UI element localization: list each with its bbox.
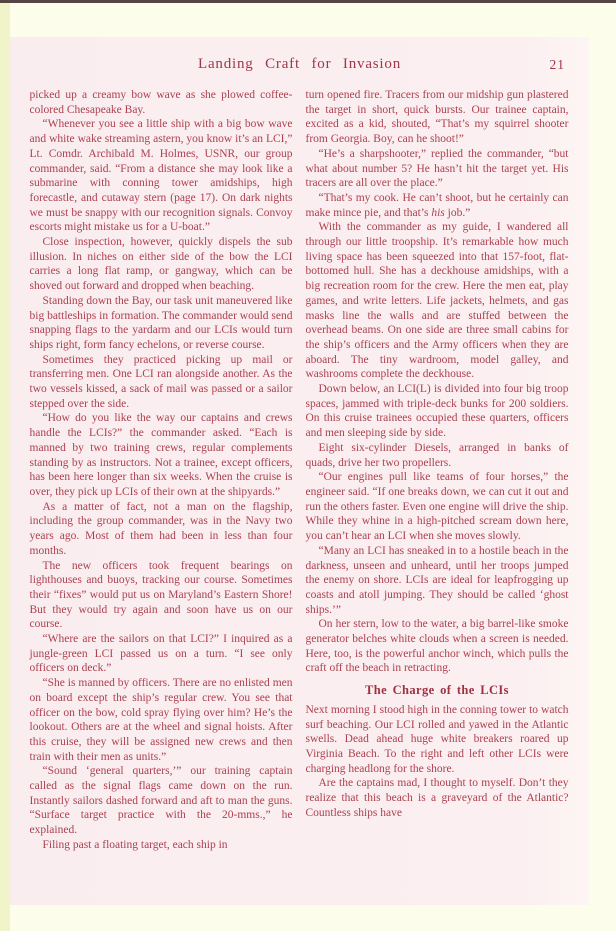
text-columns	[30, 88, 570, 853]
paragraph: “Where are the sailors on that LCI?” I inquired as a jungle-green LCI passed us on a turn. “I see only officers on deck.”	[29, 633, 293, 675]
paragraph: turn opened fire. Tracers from our midship gun plastered the target in short, quick bursts. Our trainee captain, excited as a kid, shouted, “That’s my squirrel shooter from Georgia. Boy, can he shoot!”	[305, 89, 569, 146]
paragraph: “He’s a sharpshooter,” replied the commander, “but what about number 5? He hasn’t hit the target yet. His tracers are all over the place.”	[305, 147, 569, 190]
paragraph	[306, 191, 569, 220]
paragraph: Close inspection, however, quickly dispels the sub illusion. In niches on either side of the bow the LCI carries a long flat ramp, or gangway, which can be shoved out forward and dropped when beaching.	[29, 236, 293, 293]
left-text-column	[30, 88, 293, 853]
magazine-page	[10, 37, 589, 905]
paragraph: “How do you like the way our captains and crews handle the LCIs?” the commander asked. “Each is manned by two training crews, regular complements standing by as instructors. Not a trainee, except officers, has been here longer than six weeks. When the cruise is over, they pick up LCIs of their own at the shipyards.”	[29, 412, 293, 498]
paragraph: With the commander as my guide, I wandered all through our little troopship. It’s remarkable how much living space has been squeezed into that 157-foot, flat-bottomed hull. She has a deckhouse amidships, with a big recreation room for the crew. Here the men eat, play games, and write letters. Life jackets, helmets, and gas masks line the walls and are stuffed between the overhead beams. On one side are three small cabins for the ship’s officers and the Army officers when they are aboard. The tiny wardroom, model galley, and washrooms complete the deckhouse.	[305, 221, 569, 381]
paragraph: Down below, an LCI(L) is divided into four big troop spaces, jammed with triple-deck bunks for 200 soldiers. On this cruise trainees occupied these quarters, officers and men sleeping side by side.	[305, 383, 569, 440]
page-number: 21	[549, 57, 565, 72]
paragraph: Filing past a floating target, each ship in	[42, 838, 228, 851]
paragraph: “Many an LCI has sneaked in to a hostile beach in the darkness, unseen and unheard, until her troops jumped the enemy on shore. LCIs are ideal for leapfrogging up coasts and atoll jumping. They should be called ‘ghost ships.’”	[305, 544, 569, 616]
paragraph: As a matter of fact, not a man on the flagship, including the group commander, was in the Navy two years ago. Most of them had been in less than four months.	[29, 500, 293, 557]
running-head	[10, 56, 589, 73]
paragraph: “Our engines pull like teams of four horses,” the engineer said. “If one breaks down, we can cut it out and run the others faster. Even one engine will drive the ship. While they whine in a high-pitched scream down here, you can’t hear an LCI when she moves slowly.	[305, 471, 569, 543]
scan-top-edge	[0, 0, 616, 3]
section-heading: The Charge of the LCIs	[365, 683, 509, 698]
scan-left-edge	[0, 3, 10, 931]
paragraph: Are the captains mad, I thought to myself. Don’t they realize that this beach is a graveyard of the Atlantic? Countless ships have	[305, 777, 569, 819]
right-text-column	[306, 88, 569, 853]
paragraph: “Sound ‘general quarters,’” our training captain called as the signal flags came down on the run. Instantly sailors dashed forward and aft to man the guns. “Surface target practice with the 20-mms.,” he explained.	[29, 765, 293, 837]
paragraph: On her stern, low to the water, a big barrel-like smoke generator belches white clouds when a screen is needed. Here, too, is the powerful anchor winch, which pulls the craft off the beach in retracting.	[305, 618, 569, 675]
paragraph: “Whenever you see a little ship with a big bow wave and white wake streaming astern, you know it’s an LCI,” Lt. Comdr. Archibald M. Holmes, USNR, our group commander, said. “From a distance she may look like a submarine with conning tower amidships, high forecastle, and cutaway stern (page 17). On dark nights we must be snappy with our recognition signals. Convoy escorts might mistake us for a U-boat.”	[29, 118, 293, 234]
paragraph: Eight six-cylinder Diesels, arranged in banks of quads, drive her two propellers.	[305, 441, 569, 469]
paragraph-text: “That’s my cook. He can’t shoot, but he certainly can make mince pie, and that’s	[305, 191, 569, 219]
running-head-title: Landing Craft for Invasion	[197, 56, 401, 72]
paragraph: Sometimes they practiced picking up mail or transferring men. One LCI ran alongside another. As the two vessels kissed, a sack of mail was passed or a sailor stepped over the side.	[29, 353, 293, 410]
italic-word: his	[431, 206, 445, 219]
paragraph: picked up a creamy bow wave as she plowed coffee-colored Chesapeake Bay.	[29, 89, 293, 116]
paragraph: The new officers took frequent bearings on lighthouses and buoys, tracking our course. Sometimes their “fixes” would put us on Maryland’s Eastern Shore! But they would try again and soon have us on our course.	[29, 559, 293, 631]
paragraph-text: job.”	[444, 206, 471, 219]
paragraph: Standing down the Bay, our task unit maneuvered like big battleships in formation. The commander would send snapping flags to the yardarm and our LCIs would turn ships right, form fancy echelons, or reverse course.	[29, 294, 293, 351]
paragraph: Next morning I stood high in the conning tower to watch surf beaching. Our LCI rolled and yawed in the Atlantic swells. Dead ahead huge white breakers roared up Virginia Beach. To the right and left other LCIs were charging headlong for the shore.	[305, 703, 569, 775]
paragraph: “She is manned by officers. There are no enlisted men on board except the ship’s regular crew. You see that officer on the bow, cold spray flying over him? He’s the lookout. Others are at the wheel and signal hoists. After this cruise, they will be assigned new crews and then train with their men as units.”	[29, 677, 293, 763]
